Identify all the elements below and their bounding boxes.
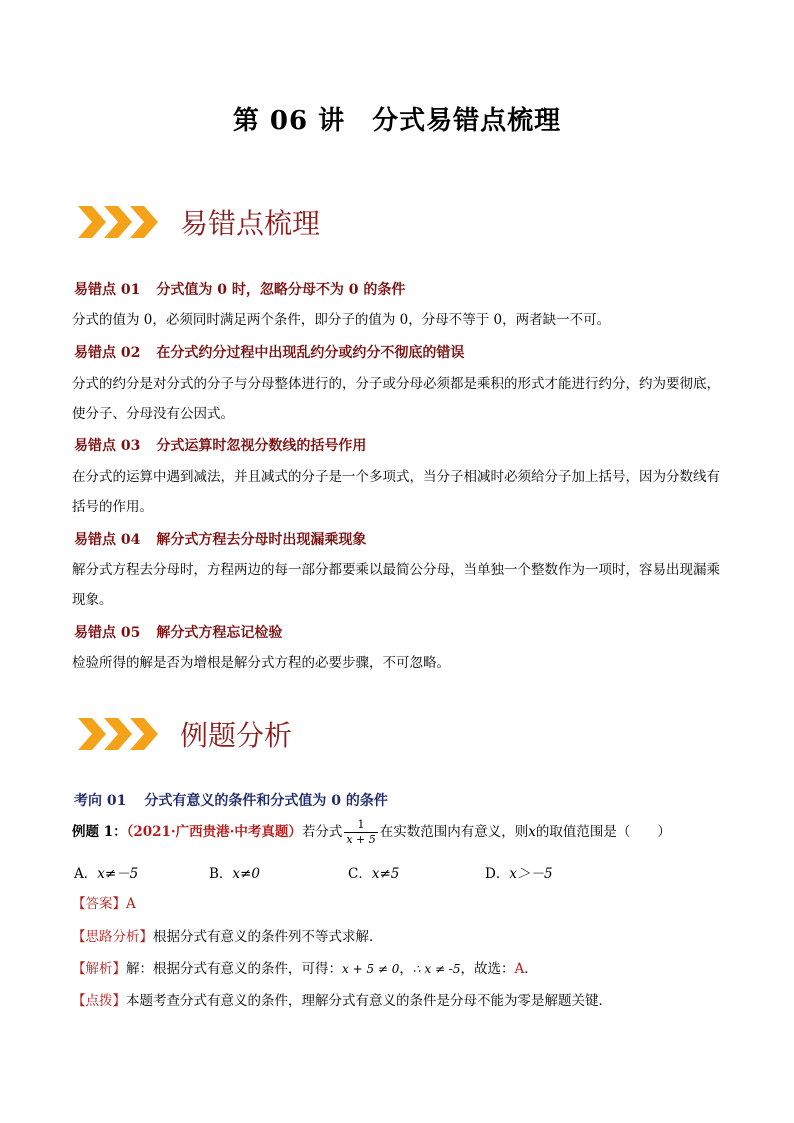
- solution-line: 【解析】解：根据分式有意义的条件，可得：x + 5 ≠ 0，∴ x ≠ -5，故选：A．: [72, 961, 538, 977]
- error-point-body: 分式的值为 0，必须同时满足两个条件，即分子的值为 0，分母不等于 0，两者缺一不可。: [72, 312, 611, 328]
- error-point-body: 检验所得的解是否为增根是解分式方程的必要步骤，不可忽略。: [72, 655, 450, 671]
- tip-line: 【点拨】本题考查分式有意义的条件，理解分式有意义的条件是分母不能为零是解题关键．: [72, 993, 612, 1009]
- direction-title: 考向 01 分式有意义的条件和分式值为 0 的条件: [74, 793, 388, 809]
- analysis-line: 【思路分析】根据分式有意义的条件列不等式求解．: [72, 929, 383, 945]
- error-point-body: 分式的约分是对分式的分子与分母整体进行的，分子或分母必须都是乘积的形式才能进行约分，约为要彻底，使分子、分母没有公因式。: [72, 376, 720, 422]
- section-heading-text: 易错点梳理: [180, 207, 321, 240]
- triple-chevron-icon: [78, 718, 162, 750]
- error-point-body: 在分式的运算中遇到减法，并且减式的分子是一个多项式，当分子相减时必须给分子加上括号，因为分数线有括号的作用。: [72, 469, 720, 515]
- page-title: 第 06 讲 分式易错点梳理: [232, 106, 562, 136]
- section-heading-text: 例题分析: [180, 719, 293, 752]
- options-row: [72, 862, 672, 882]
- option-a: A．x≠－5: [74, 866, 139, 882]
- option-c: C．x≠5: [348, 866, 400, 882]
- error-point-title: 易错点 03 分式运算时忽视分数线的括号作用: [74, 438, 367, 454]
- error-point-title: 易错点 01 分式值为 0 时，忽略分母不为 0 的条件: [74, 282, 406, 298]
- error-point-title: 易错点 05 解分式方程忘记检验: [74, 625, 283, 641]
- option-b: B．x≠0: [209, 866, 260, 882]
- error-point-body: 解分式方程去分母时，方程两边的每一部分都要乘以最简公分母，当单独一个整数作为一项时，容易出现漏乘现象。: [72, 562, 720, 608]
- option-d: D．x＞－5: [485, 866, 553, 882]
- error-point-title: 易错点 02 在分式约分过程中出现乱约分或约分不彻底的错误: [74, 345, 465, 361]
- example-question: 例题 1：（2021·广西贵港·中考真题）若分式 $\frac{1}{x + 5}$ 在实数范围内有意义，则x的取值范围是（ ）: [72, 818, 671, 846]
- triple-chevron-icon: [78, 206, 162, 238]
- fraction: $\frac{1}{x + 5}$: [346, 818, 376, 846]
- error-point-title: 易错点 04 解分式方程去分母时出现漏乘现象: [74, 532, 367, 548]
- answer-line: 【答案】A: [72, 896, 136, 912]
